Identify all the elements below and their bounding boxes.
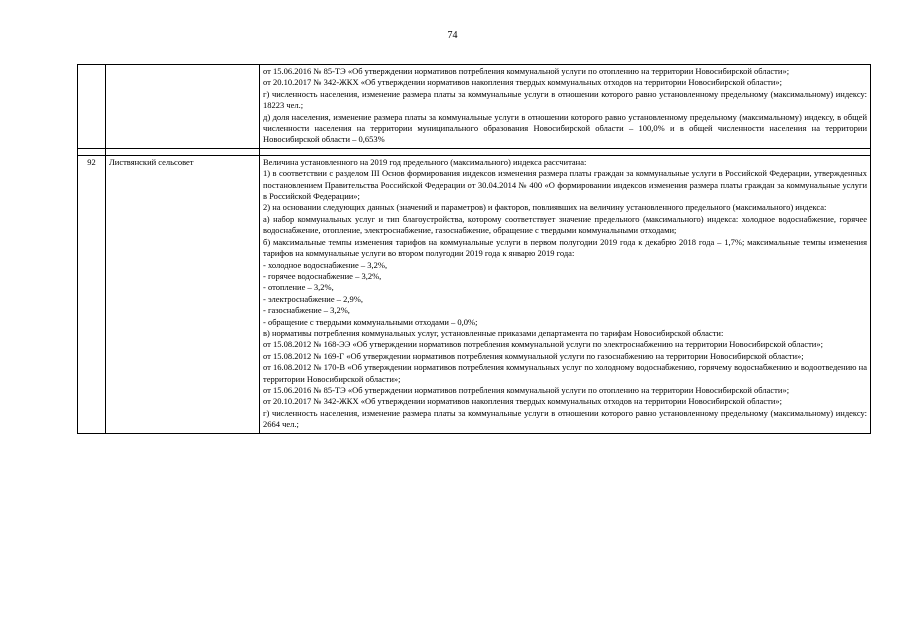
paragraph: от 15.08.2012 № 168-ЭЭ «Об утверждении нормативов потребления коммунальной услуги по электроснабжению на территории Новосибирской области»; bbox=[263, 339, 823, 350]
list-item: - горячее водоснабжение – 3,2%, bbox=[263, 270, 382, 281]
paragraph: г) численность населения, изменение размера платы за коммунальные услуги в отношении которого равно установленному предельному (максимальному) индексу: 2664 чел.; bbox=[263, 407, 867, 430]
row-number-cell bbox=[78, 65, 106, 149]
paragraph: 2) на основании следующих данных (значений и параметров) и факторов, повлиявших на величину установленного предельного (максимального) индекса: bbox=[263, 202, 827, 213]
table-row-spacer bbox=[78, 148, 871, 155]
table-row bbox=[78, 65, 871, 149]
paragraph: от 15.06.2016 № 85-ТЭ «Об утверждении нормативов потребления коммунальной услуги по отоплению на территории Новосибирской области»; bbox=[263, 66, 790, 76]
page-number: 74 bbox=[447, 30, 458, 41]
row-number-cell: 92 bbox=[78, 155, 106, 433]
list-item: - холодное водоснабжение – 3,2%, bbox=[263, 259, 388, 270]
paragraph: от 20.10.2017 № 342-ЖКХ «Об утверждении нормативов накопления твердых коммунальных отходов на территории Новосибирской области»; bbox=[263, 77, 783, 88]
paragraph: б) максимальные темпы изменения тарифов на коммунальные услуги в первом полугодии 2019 года к декабрю 2018 года – 1,7%; максимальные темпы изменения тарифов на коммунальные услуги во втором полугодии 2019 года к январю 2019 года: bbox=[263, 236, 867, 259]
paragraph: от 15.06.2016 № 85-ТЭ «Об утверждении нормативов потребления коммунальной услуги по отоплению на территории Новосибирской области»; bbox=[263, 384, 790, 395]
document-table bbox=[77, 64, 871, 434]
paragraph: от 20.10.2017 № 342-ЖКХ «Об утверждении нормативов накопления твердых коммунальных отходов на территории Новосибирской области»; bbox=[263, 396, 783, 407]
paragraph: в) нормативы потребления коммунальных услуг, установленные приказами департамента по тарифам Новосибирской области: bbox=[263, 327, 724, 338]
table-row bbox=[78, 155, 871, 433]
paragraph: д) доля населения, изменение размера платы за коммунальные услуги в отношении которого равно установленному предельному (максимальному) индексу, в общей численности населения на территории муниципального образования Новосибирской области – 100,0% и в общей численности населения на территории Новосибирской области – 0,653% bbox=[263, 111, 867, 145]
spacer-cell bbox=[260, 148, 871, 155]
municipality-name-cell: Листвянский сельсовет bbox=[106, 155, 260, 433]
paragraph: 1) в соответствии с разделом III Основ формирования индексов изменения размера платы граждан за коммунальные услуги в Российской Федерации, утвержденных постановлением Правительства Российской Федерации от 30.04.2014 № 400 «О формировании индексов изменения размера платы граждан за коммунальные услуги в Российской Федерации»; bbox=[263, 168, 867, 202]
description-cell bbox=[260, 65, 871, 149]
paragraph: а) набор коммунальных услуг и тип благоустройства, которому соответствует значение предельного (максимального) индекса: холодное водоснабжение, горячее водоснабжение, отопление, электроснабжение, газоснабжение, обращение с твердыми коммунальными отходами; bbox=[263, 213, 867, 236]
list-item: - отопление – 3,2%, bbox=[263, 282, 334, 293]
list-item: - обращение с твердыми коммунальными отходами – 0,0%; bbox=[263, 316, 478, 327]
description-cell bbox=[260, 155, 871, 433]
paragraph: от 15.08.2012 № 169-Г «Об утверждении нормативов потребления коммунальной услуги по газоснабжению на территории Новосибирской области»; bbox=[263, 350, 804, 361]
spacer-cell bbox=[78, 148, 106, 155]
paragraph: г) численность населения, изменение размера платы за коммунальные услуги в отношении которого равно установленному предельному (максимальному) индексу: 18223 чел.; bbox=[263, 88, 867, 111]
paragraph: Величина установленного на 2019 год предельного (максимального) индекса рассчитана: bbox=[263, 156, 587, 167]
municipality-name-cell bbox=[106, 65, 260, 149]
paragraph: от 16.08.2012 № 170-В «Об утверждении нормативов потребления коммунальных услуг по холодному водоснабжению, горячему водоснабжению и водоотведению на территории Новосибирской области»; bbox=[263, 362, 867, 384]
list-item: - электроснабжение – 2,9%, bbox=[263, 293, 363, 304]
spacer-cell bbox=[106, 148, 260, 155]
list-item: - газоснабжение – 3,2%, bbox=[263, 305, 350, 316]
